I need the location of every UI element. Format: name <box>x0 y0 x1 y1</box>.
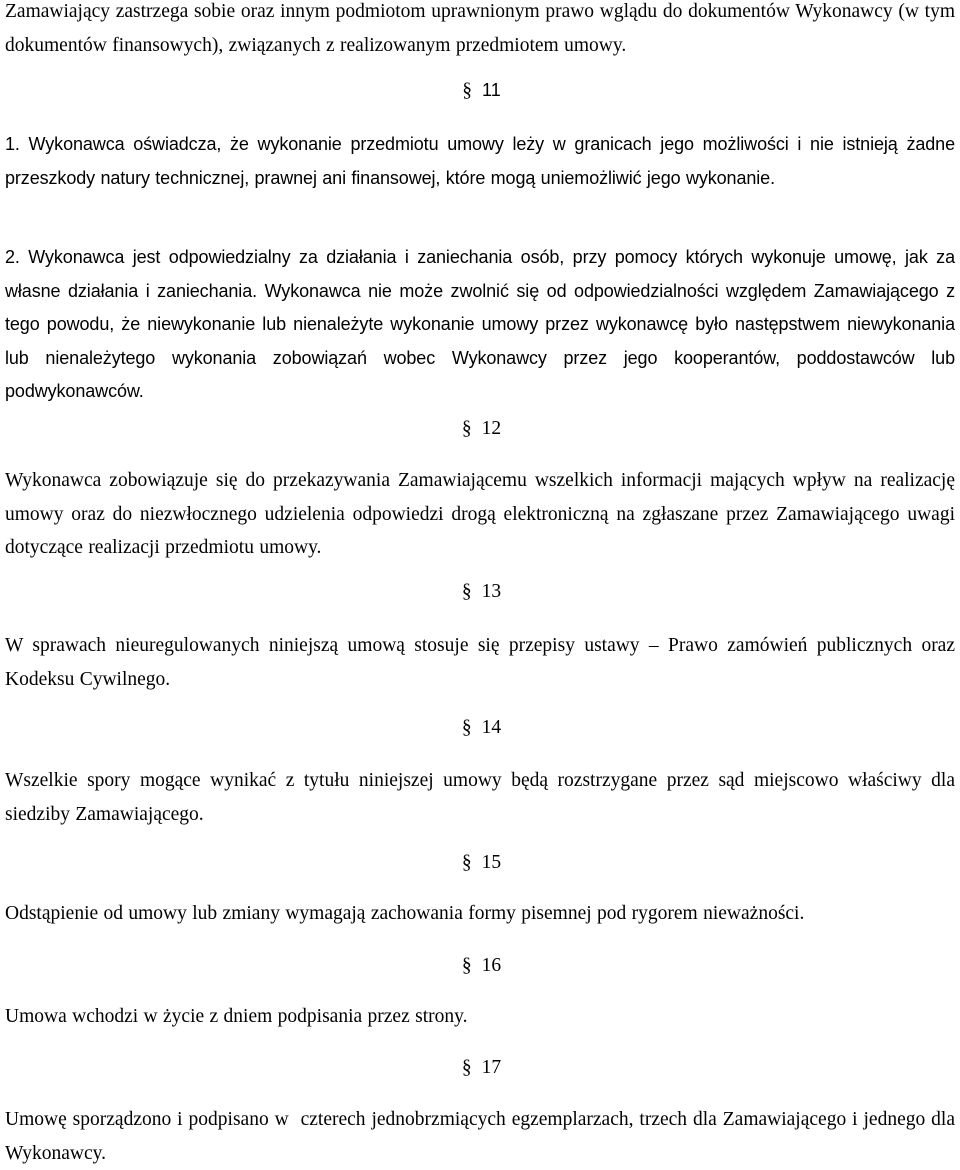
section-heading-11 <box>0 74 960 108</box>
section-heading-12 <box>0 412 960 446</box>
section-15-paragraph: Odstąpienie od umowy lub zmiany wymagają zachowania formy pisemnej pod rygorem nieważności. <box>5 903 805 924</box>
section-number: 11 <box>482 80 501 100</box>
section-12-paragraph: Wykonawca zobowiązuje się do przekazywania Zamawiającemu wszelkich informacji mających wpływ na realizację umowy oraz do niezwłocznego udzielenia odpowiedzi drogą elektroniczną na zgłaszane przez Zamawiającego uwagi dotyczące realizacji przedmiotu umowy. <box>5 470 955 558</box>
section-symbol: § <box>462 80 473 101</box>
section-11-paragraph-1: 1. Wykonawca oświadcza, że wykonanie przedmiotu umowy leży w granicach jego możliwości i nie istnieją żadne przeszkody natury technicznej, prawnej ani finansowej, które mogą uniemożliwić jego wykonanie. <box>5 134 955 188</box>
section-number: 14 <box>481 717 502 738</box>
section-heading-13 <box>0 575 960 609</box>
section-heading-17 <box>0 1051 960 1085</box>
intro-paragraph: Zamawiający zastrzega sobie oraz innym podmiotom uprawnionym prawo wglądu do dokumentów Wykonawcy (w tym dokumentów finansowych), związanych z realizowanym przedmiotem umowy. <box>5 1 955 56</box>
section-16-paragraph: Umowa wchodzi w życie z dniem podpisania przez strony. <box>5 1006 468 1027</box>
section-17-paragraph: Umowę sporządzono i podpisano w czterech jednobrzmiących egzemplarzach, trzech dla Zamawiającego i jednego dla Wykonawcy. <box>5 1109 960 1164</box>
section-number: 15 <box>481 852 502 873</box>
section-number: 12 <box>481 418 502 439</box>
section-symbol: § <box>461 581 472 602</box>
section-symbol: § <box>461 717 472 738</box>
section-heading-14 <box>0 711 960 745</box>
section-heading-15 <box>0 846 960 880</box>
section-symbol: § <box>461 955 472 976</box>
section-13-paragraph: W sprawach nieuregulowanych niniejszą umową stosuje się przepisy ustawy – Prawo zamówień publicznych oraz Kodeksu Cywilnego. <box>5 635 955 690</box>
section-11-paragraph-2: 2. Wykonawca jest odpowiedzialny za działania i zaniechania osób, przy pomocy których wykonuje umowę, jak za własne działania i zaniechania. Wykonawca nie może zwolnić się od odpowiedzialności względem Zamawiającego z tego powodu, że niewykonanie lub nienależyte wykonanie umowy przez wykonawcę było następstwem niewykonania lub nienależytego wykonania zobowiązań wobec Wykonawcy przez jego kooperantów, poddostawców lub podwykonawców. <box>5 247 955 401</box>
section-number: 13 <box>481 581 502 602</box>
section-symbol: § <box>461 852 472 873</box>
section-symbol: § <box>461 1057 472 1078</box>
section-number: 17 <box>481 1057 502 1078</box>
section-heading-16 <box>0 949 960 983</box>
section-14-paragraph: Wszelkie spory mogące wynikać z tytułu niniejszej umowy będą rozstrzygane przez sąd miejscowo właściwy dla siedziby Zamawiającego. <box>5 770 955 825</box>
section-symbol: § <box>461 418 472 439</box>
section-number: 16 <box>481 955 502 976</box>
